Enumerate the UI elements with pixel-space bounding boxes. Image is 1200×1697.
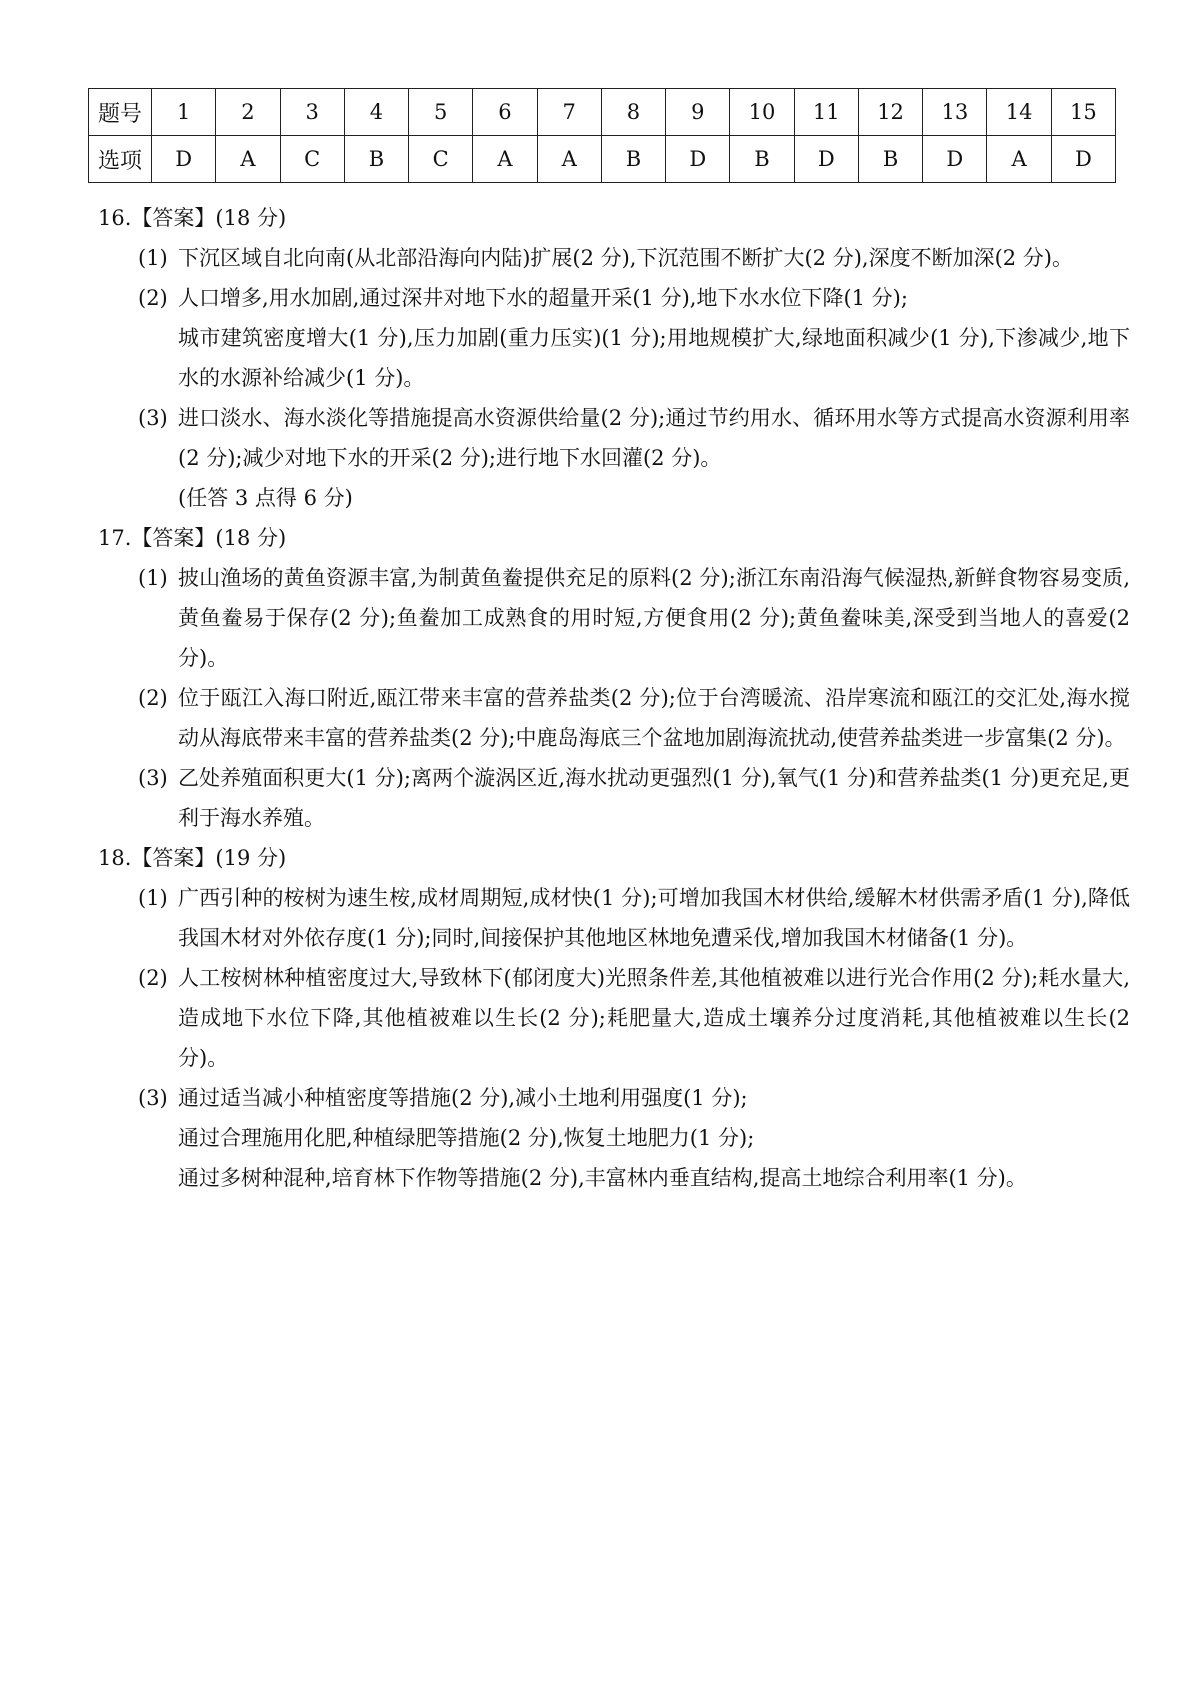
question-number: 5 (409, 89, 473, 136)
q18-part-1-text: 广西引种的桉树为速生桉,成材周期短,成材快(1 分);可增加我国木材供给,缓解木材供需矛盾(1 分),降低我国木材对外依存度(1 分);同时,间接保护其他地区林地免遭采伐,增加我国木材储备(1 分)。 (178, 886, 1130, 950)
question-number: 13 (923, 89, 987, 136)
q17-part-2 (98, 678, 1130, 758)
q17-part-3 (98, 758, 1130, 838)
answer-option: A (216, 136, 280, 183)
q17-part-1 (98, 558, 1130, 678)
answer-option: A (987, 136, 1051, 183)
question-number: 14 (987, 89, 1051, 136)
q18-part-1 (98, 878, 1130, 958)
question-number: 8 (601, 89, 665, 136)
answer-option: C (409, 136, 473, 183)
answer-content (98, 198, 1130, 1198)
q17-title: 17.【答案】(18 分) (98, 526, 287, 550)
q17-part-1-number: (1) (138, 566, 168, 590)
q18-part-3-number: (3) (138, 1086, 168, 1110)
q16-part-3-text: 进口淡水、海水淡化等措施提高水资源供给量(2 分);通过节约用水、循环用水等方式提高水资源利用率(2 分);减少对地下水的开采(2 分);进行地下水回灌(2 分)。 (178, 406, 1130, 470)
option-row (89, 136, 1116, 183)
question-number: 10 (730, 89, 794, 136)
answer-option: D (666, 136, 730, 183)
answer-option: D (794, 136, 858, 183)
question-number: 4 (344, 89, 408, 136)
q18-part-2 (98, 958, 1130, 1078)
number-row-label: 题号 (89, 89, 152, 136)
q18-part-3-text-a: 通过适当减小种植密度等措施(2 分),减小土地利用强度(1 分); (178, 1086, 748, 1110)
q17-part-1-text: 披山渔场的黄鱼资源丰富,为制黄鱼鲞提供充足的原料(2 分);浙江东南沿海气候湿热,新鲜食物容易变质,黄鱼鲞易于保存(2 分);鱼鲞加工成熟食的用时短,方便食用(2 分);黄鱼鲞味美,深受到当地人的喜爱(2 分)。 (178, 566, 1130, 670)
question-number: 1 (152, 89, 216, 136)
q16-title: 16.【答案】(18 分) (98, 206, 287, 230)
answer-option: D (923, 136, 987, 183)
q18-part-3 (98, 1078, 1130, 1198)
answer-option: C (280, 136, 344, 183)
q18-part-1-number: (1) (138, 886, 168, 910)
q17-part-3-text: 乙处养殖面积更大(1 分);离两个漩涡区近,海水扰动更强烈(1 分),氧气(1 分)和营养盐类(1 分)更充足,更利于海水养殖。 (178, 766, 1130, 830)
question-number: 15 (1051, 89, 1115, 136)
q16-part-2 (98, 278, 1130, 398)
answer-table (88, 88, 1116, 183)
q18-part-3-text-b: 通过合理施用化肥,种植绿肥等措施(2 分),恢复土地肥力(1 分); (178, 1126, 755, 1150)
q16-part-2-text-a: 人口增多,用水加剧,通过深井对地下水的超量开采(1 分),地下水水位下降(1 分); (178, 286, 908, 310)
question-number: 2 (216, 89, 280, 136)
q16-part-1-text: 下沉区域自北向南(从北部沿海向内陆)扩展(2 分),下沉范围不断扩大(2 分),深度不断加深(2 分)。 (178, 246, 1073, 270)
answer-option: D (152, 136, 216, 183)
question-number: 11 (794, 89, 858, 136)
option-row-label: 选项 (89, 136, 152, 183)
q17-part-3-number: (3) (138, 766, 168, 790)
q16-part-1 (98, 238, 1130, 278)
answer-option: B (344, 136, 408, 183)
q16-part-3-number: (3) (138, 406, 168, 430)
q18-part-2-text: 人工桉树林种植密度过大,导致林下(郁闭度大)光照条件差,其他植被难以进行光合作用(2 分);耗水量大,造成地下水位下降,其他植被难以生长(2 分);耗肥量大,造成土壤养分过度消耗,其他植被难以生长(2 分)。 (178, 966, 1130, 1070)
answer-option: A (537, 136, 601, 183)
q18-title: 18.【答案】(19 分) (98, 846, 287, 870)
answer-option: D (1051, 136, 1115, 183)
q16-part-3 (98, 398, 1130, 518)
answer-option: B (730, 136, 794, 183)
q18-part-3-text-c: 通过多树种混种,培育林下作物等措施(2 分),丰富林内垂直结构,提高土地综合利用率(1 分)。 (178, 1166, 1027, 1190)
number-row (89, 89, 1116, 136)
answer-option: A (473, 136, 537, 183)
question-number: 6 (473, 89, 537, 136)
question-number: 9 (666, 89, 730, 136)
answer-option: B (858, 136, 922, 183)
question-number: 12 (858, 89, 922, 136)
answer-option: B (601, 136, 665, 183)
q17-part-2-number: (2) (138, 686, 168, 710)
q17-part-2-text: 位于瓯江入海口附近,瓯江带来丰富的营养盐类(2 分);位于台湾暖流、沿岸寒流和瓯江的交汇处,海水搅动从海底带来丰富的营养盐类(2 分);中鹿岛海底三个盆地加剧海流扰动,使营养盐类进一步富集(2 分)。 (178, 686, 1130, 750)
q16-part-3-note: (任答 3 点得 6 分) (178, 486, 353, 510)
q16-part-2-number: (2) (138, 286, 168, 310)
q18-part-2-number: (2) (138, 966, 168, 990)
question-number: 3 (280, 89, 344, 136)
question-number: 7 (537, 89, 601, 136)
q16-part-1-number: (1) (138, 246, 168, 270)
q16-part-2-text-b: 城市建筑密度增大(1 分),压力加剧(重力压实)(1 分);用地规模扩大,绿地面积减少(1 分),下渗减少,地下水的水源补给减少(1 分)。 (178, 326, 1130, 390)
